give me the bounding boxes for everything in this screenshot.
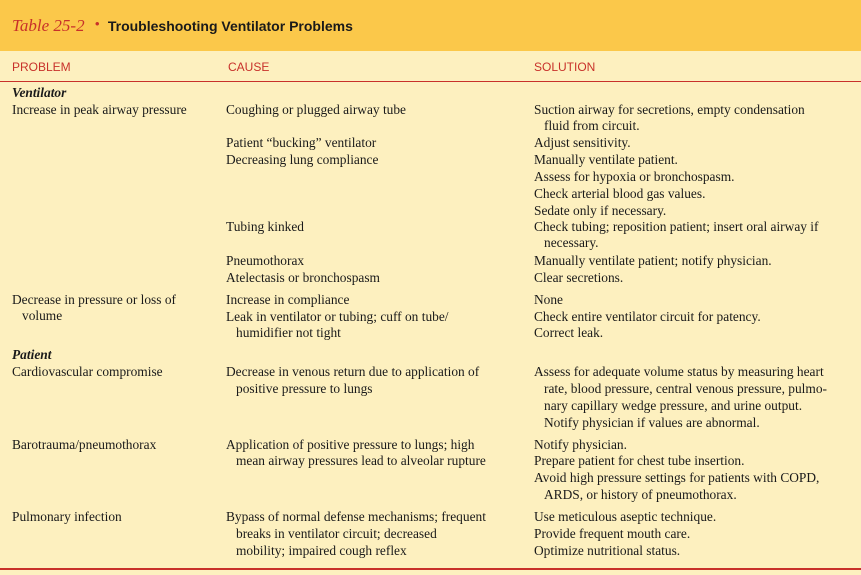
solution-line: Suction airway for secretions, empty condensation <box>534 102 805 117</box>
solution-line: Clear secretions. <box>534 270 624 285</box>
cause-venous-return: Decrease in venous return due to application of <box>226 364 480 379</box>
cause-positive-pressure-cont: mean airway pressures lead to alveolar rupture <box>236 453 486 468</box>
problem-peak-pressure: Increase in peak airway pressure <box>12 102 187 117</box>
solution-line: Check entire ventilator circuit for patency. <box>534 309 761 324</box>
problem-barotrauma: Barotrauma/pneumothorax <box>12 437 157 452</box>
cause-bypass-defense-cont: breaks in ventilator circuit; decreased <box>236 526 437 541</box>
cause-venous-return-cont: positive pressure to lungs <box>236 381 373 396</box>
solution-line: Notify physician if values are abnormal. <box>544 415 760 430</box>
cause-bypass-defense: Bypass of normal defense mechanisms; frequent <box>226 509 486 524</box>
solution-line: Provide frequent mouth care. <box>534 526 691 541</box>
cause-bucking: Patient “bucking” ventilator <box>226 135 377 150</box>
solution-line: Optimize nutritional status. <box>534 543 681 558</box>
cause-compliance: Decreasing lung compliance <box>226 152 379 167</box>
section-patient: Patient <box>12 347 52 362</box>
section-ventilator: Ventilator <box>12 85 67 100</box>
solution-line: ARDS, or history of pneumothorax. <box>544 487 737 502</box>
solution-line: None <box>534 292 564 307</box>
column-header-row <box>0 51 861 82</box>
solution-line: fluid from circuit. <box>544 118 640 133</box>
problem-cardiovascular: Cardiovascular compromise <box>12 364 163 379</box>
cause-tubing-kinked: Tubing kinked <box>226 219 305 234</box>
solution-line: Check arterial blood gas values. <box>534 186 706 201</box>
cause-leak-cont: humidifier not tight <box>236 325 341 340</box>
solution-line: Assess for hypoxia or bronchospasm. <box>534 169 735 184</box>
solution-line: Prepare patient for chest tube insertion. <box>534 453 745 468</box>
table-title: Troubleshooting Ventilator Problems <box>107 17 353 34</box>
header-solution: SOLUTION <box>534 60 596 74</box>
solution-line: Check tubing; reposition patient; insert oral airway if <box>534 219 819 234</box>
cause-increase-compliance: Increase in compliance <box>226 292 350 307</box>
cause-coughing: Coughing or plugged airway tube <box>226 102 406 117</box>
solution-line: Manually ventilate patient; notify physician. <box>534 253 772 268</box>
title-bullet: • <box>94 17 100 33</box>
cause-bypass-defense-cont: mobility; impaired cough reflex <box>236 543 407 558</box>
solution-line: Adjust sensitivity. <box>534 135 631 150</box>
solution-line: rate, blood pressure, central venous pressure, pulmo- <box>544 381 827 396</box>
solution-line: necessary. <box>544 235 599 250</box>
header-cause: CAUSE <box>228 60 270 74</box>
cause-leak: Leak in ventilator or tubing; cuff on tube/ <box>226 309 449 324</box>
bottom-rule <box>0 568 861 570</box>
solution-line: Use meticulous aseptic technique. <box>534 509 717 524</box>
table-number: Table 25-2 <box>12 15 85 35</box>
solution-line: Correct leak. <box>534 325 604 340</box>
solution-line: Avoid high pressure settings for patients with COPD, <box>534 470 820 485</box>
table-title-bar <box>0 0 861 51</box>
solution-line: Assess for adequate volume status by measuring heart <box>534 364 824 379</box>
solution-line: Notify physician. <box>534 437 627 452</box>
cause-pneumothorax: Pneumothorax <box>226 253 305 268</box>
solution-line: Manually ventilate patient. <box>534 152 678 167</box>
cause-atelectasis: Atelectasis or bronchospasm <box>226 270 380 285</box>
header-problem: PROBLEM <box>12 60 71 74</box>
cause-positive-pressure: Application of positive pressure to lungs; high <box>226 437 475 452</box>
problem-decrease-pressure: Decrease in pressure or loss of <box>12 292 176 307</box>
solution-line: nary capillary wedge pressure, and urine output. <box>544 398 803 413</box>
solution-line: Sedate only if necessary. <box>534 203 667 218</box>
problem-pulmonary-infection: Pulmonary infection <box>12 509 122 524</box>
problem-decrease-pressure-cont: volume <box>22 308 63 323</box>
